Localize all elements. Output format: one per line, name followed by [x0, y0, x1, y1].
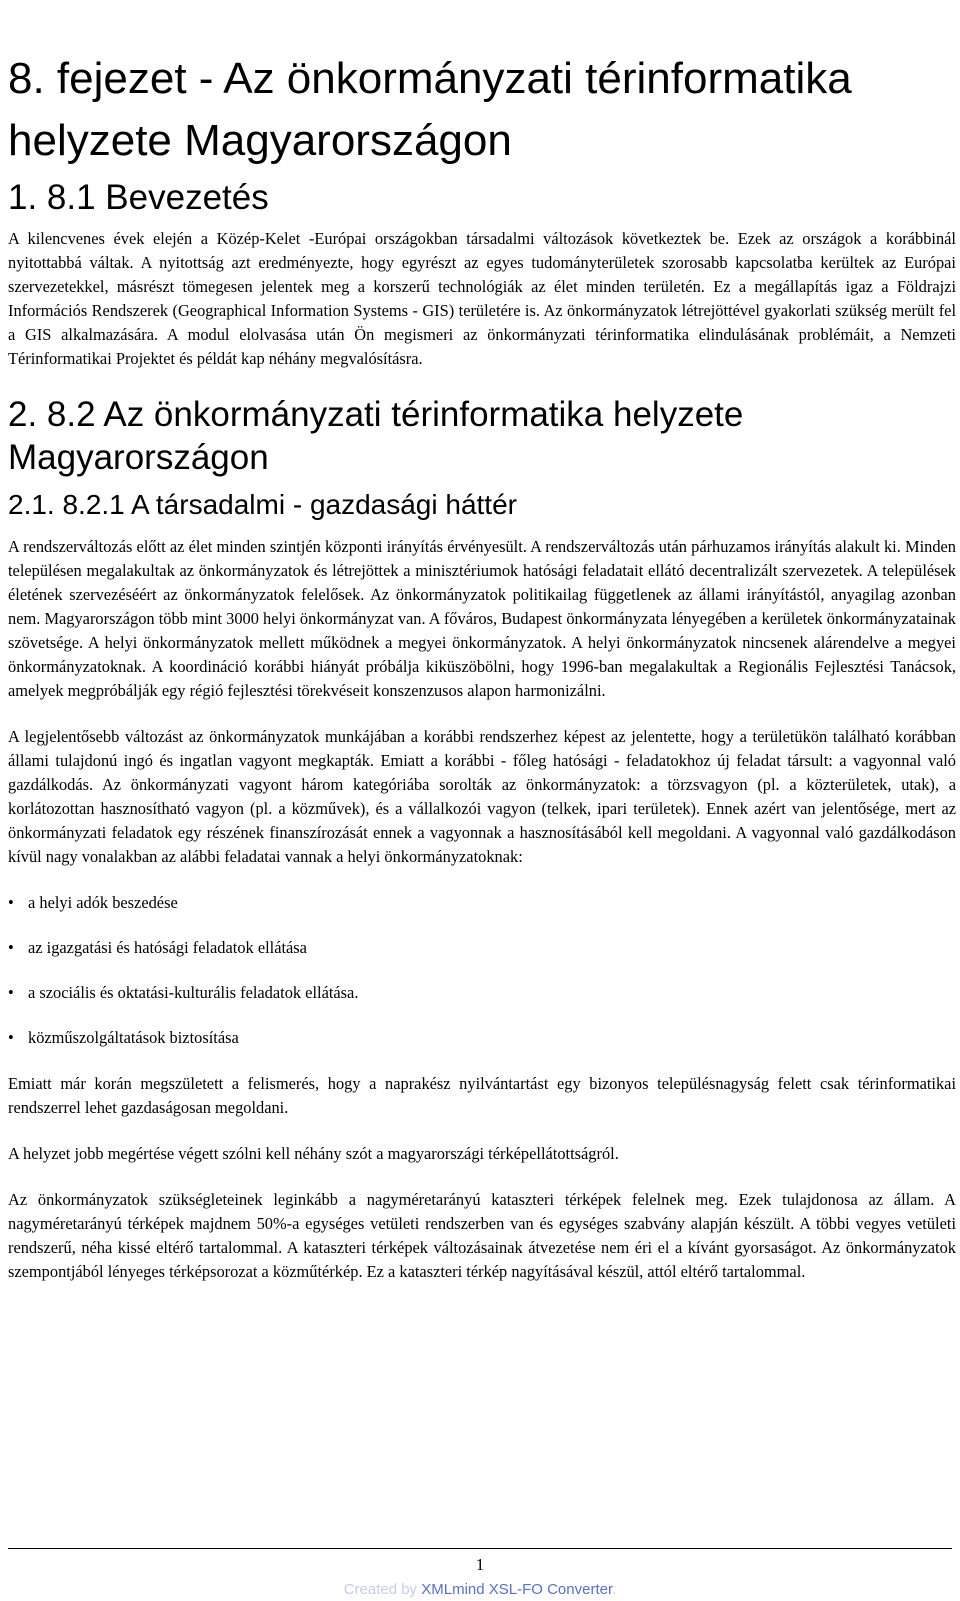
document-page — [8, 48, 956, 1306]
converter-credit — [0, 1580, 960, 1600]
page-number: 1 — [475, 1555, 485, 1574]
list-item — [8, 981, 956, 1005]
paragraph: A rendszerváltozás előtt az élet minden szintjén központi irányítás érvényesült. A rendszerváltozás után párhuzamos irányítás alakult ki. Minden településen megalakultak az önkormányzatok és létrejöttek a minisztériumok hatósági feladatait ellátó decentralizált szervezetek. A települések életének szervezéséért az önkormányzatok felelősek. Az önkormányzatok politikailag függetlenek az állami irányítástól, anyagilag azonban nem. Magyarországon több mint 3000 helyi önkormányzat van. A főváros, Budapest önkormányzata lényegében a kerületek önkormányzatainak szövetsége. A helyi önkormányzatok mellett működnek a megyei önkormányzatok. A helyi önkormányzatok nincsenek alárendelve a megyei önkormányzatoknak. A koordináció korábbi hiányát próbálja kiküszöbölni, hogy 1996-ban megalakultak a Regionális Fejlesztési Tanácsok, amelyek megpróbálják egy régió fejlesztési törekvéseit konszenzusos alapon harmonizálni. — [8, 537, 956, 700]
list-item — [8, 936, 956, 960]
converter-link[interactable]: XMLmind XSL-FO Converter — [421, 1581, 613, 1598]
paragraph: Emiatt már korán megszületett a felismerés, hogy a naprakész nyilvántartást egy bizonyos településnagyság felett csak térinformatikai rendszerrel lehet gazdaságosan megoldani. — [8, 1074, 956, 1117]
list-item — [8, 891, 956, 915]
list-item-text: az igazgatási és hatósági feladatok ellátása — [28, 938, 307, 957]
list-item-text: a szociális és oktatási-kulturális feladatok ellátása. — [28, 983, 359, 1002]
subsection-heading-background: 2.1. 8.2.1 A társadalmi - gazdasági háttér — [8, 489, 517, 520]
credit-suffix: . — [612, 1581, 617, 1598]
bullet-icon: • — [8, 938, 14, 957]
bullet-icon: • — [8, 983, 14, 1002]
intro-paragraph: A kilencvenes évek elején a Közép-Kelet -Európai országokban társadalmi változások következtek be. Ezek az országok a korábbinál nyitottabbá váltak. A nyitottság azt eredményezte, hogy egyrészt az egyes tudományterületek szorosabb kapcsolatba kerültek az Európai szervezetekkel, másrészt tömegesen jelentek meg a korszerű technológiák az élet minden területén. Ez a megállapítás igaz a Földrajzi Információs Rendszerek (Geographical Information Systems - GIS) területére is. Az önkormányzatok létrejöttével gyakorlati szükség merült fel a GIS alkalmazására. A modul elolvasása után Ön megismeri az önkormányzati térinformatika elindulásának problémáit, a Nemzeti Térinformatikai Projektet és példát kap néhány megvalósításra. — [8, 229, 956, 368]
footer-divider — [8, 1548, 952, 1549]
bullet-icon: • — [8, 1028, 14, 1047]
task-list — [8, 891, 956, 1050]
paragraph: Az önkormányzatok szükségleteinek leginkább a nagyméretarányú kataszteri térképek felelnek meg. Ezek tulajdonosa az állam. A nagyméretarányú térképek majdnem 50%-a egységes vetületi rendszerben van és egységes szabvány alapján készült. A többi vegyes vetületi rendszerű, néha kissé eltérő tartalommal. A kataszteri térképek változásainak átvezetése nem éri el a kívánt gyorsaságot. Az önkormányzatok szempontjából lényeges térképsorozat a közműtérkép. Ez a kataszteri térkép nagyításával készül, attól eltérő tartalommal. — [8, 1190, 956, 1281]
list-item-text: a helyi adók beszedése — [28, 893, 178, 912]
bullet-icon: • — [8, 893, 14, 912]
section-heading-status: 2. 8.2 Az önkormányzati térinformatika helyzete Magyarországon — [8, 395, 744, 477]
list-item — [8, 1026, 956, 1050]
list-item-text: közműszolgáltatások biztosítása — [28, 1028, 239, 1047]
paragraph: A helyzet jobb megértése végett szólni kell néhány szót a magyarországi térképellátottságról. — [8, 1144, 619, 1163]
section-heading-intro: 1. 8.1 Bevezetés — [8, 178, 269, 217]
paragraph: A legjelentősebb változást az önkormányzatok munkájában a korábbi rendszerhez képest az jelentette, hogy a területükön található korábban állami tulajdonú ingó és ingatlan vagyont megkapták. Emiatt a korábbi - főleg hatósági - feladatokhoz új feladat társult: a vagyonnal való gazdálkodás. Az önkormányzati vagyont három kategóriába sorolták az önkormányzatok: a törzsvagyon (pl. a közterületek, utak), a korlátozottan hasznosítható vagyon (pl. a közművek), és a vállalkozói vagyon (telkek, ipari területek). Ennek azért van jelentősége, mert az önkormányzati feladatok egy részének finanszírozását ennek a vagyonnak a hasznosításából kell megoldani. A vagyonnal való gazdálkodáson kívül nagy vonalakban az alábbi feladatai vannak a helyi önkormányzatoknak: — [8, 727, 956, 866]
credit-prefix: Created by — [343, 1581, 422, 1598]
chapter-title: 8. fejezet - Az önkormányzati térinformatika helyzete Magyarországon — [8, 54, 852, 165]
